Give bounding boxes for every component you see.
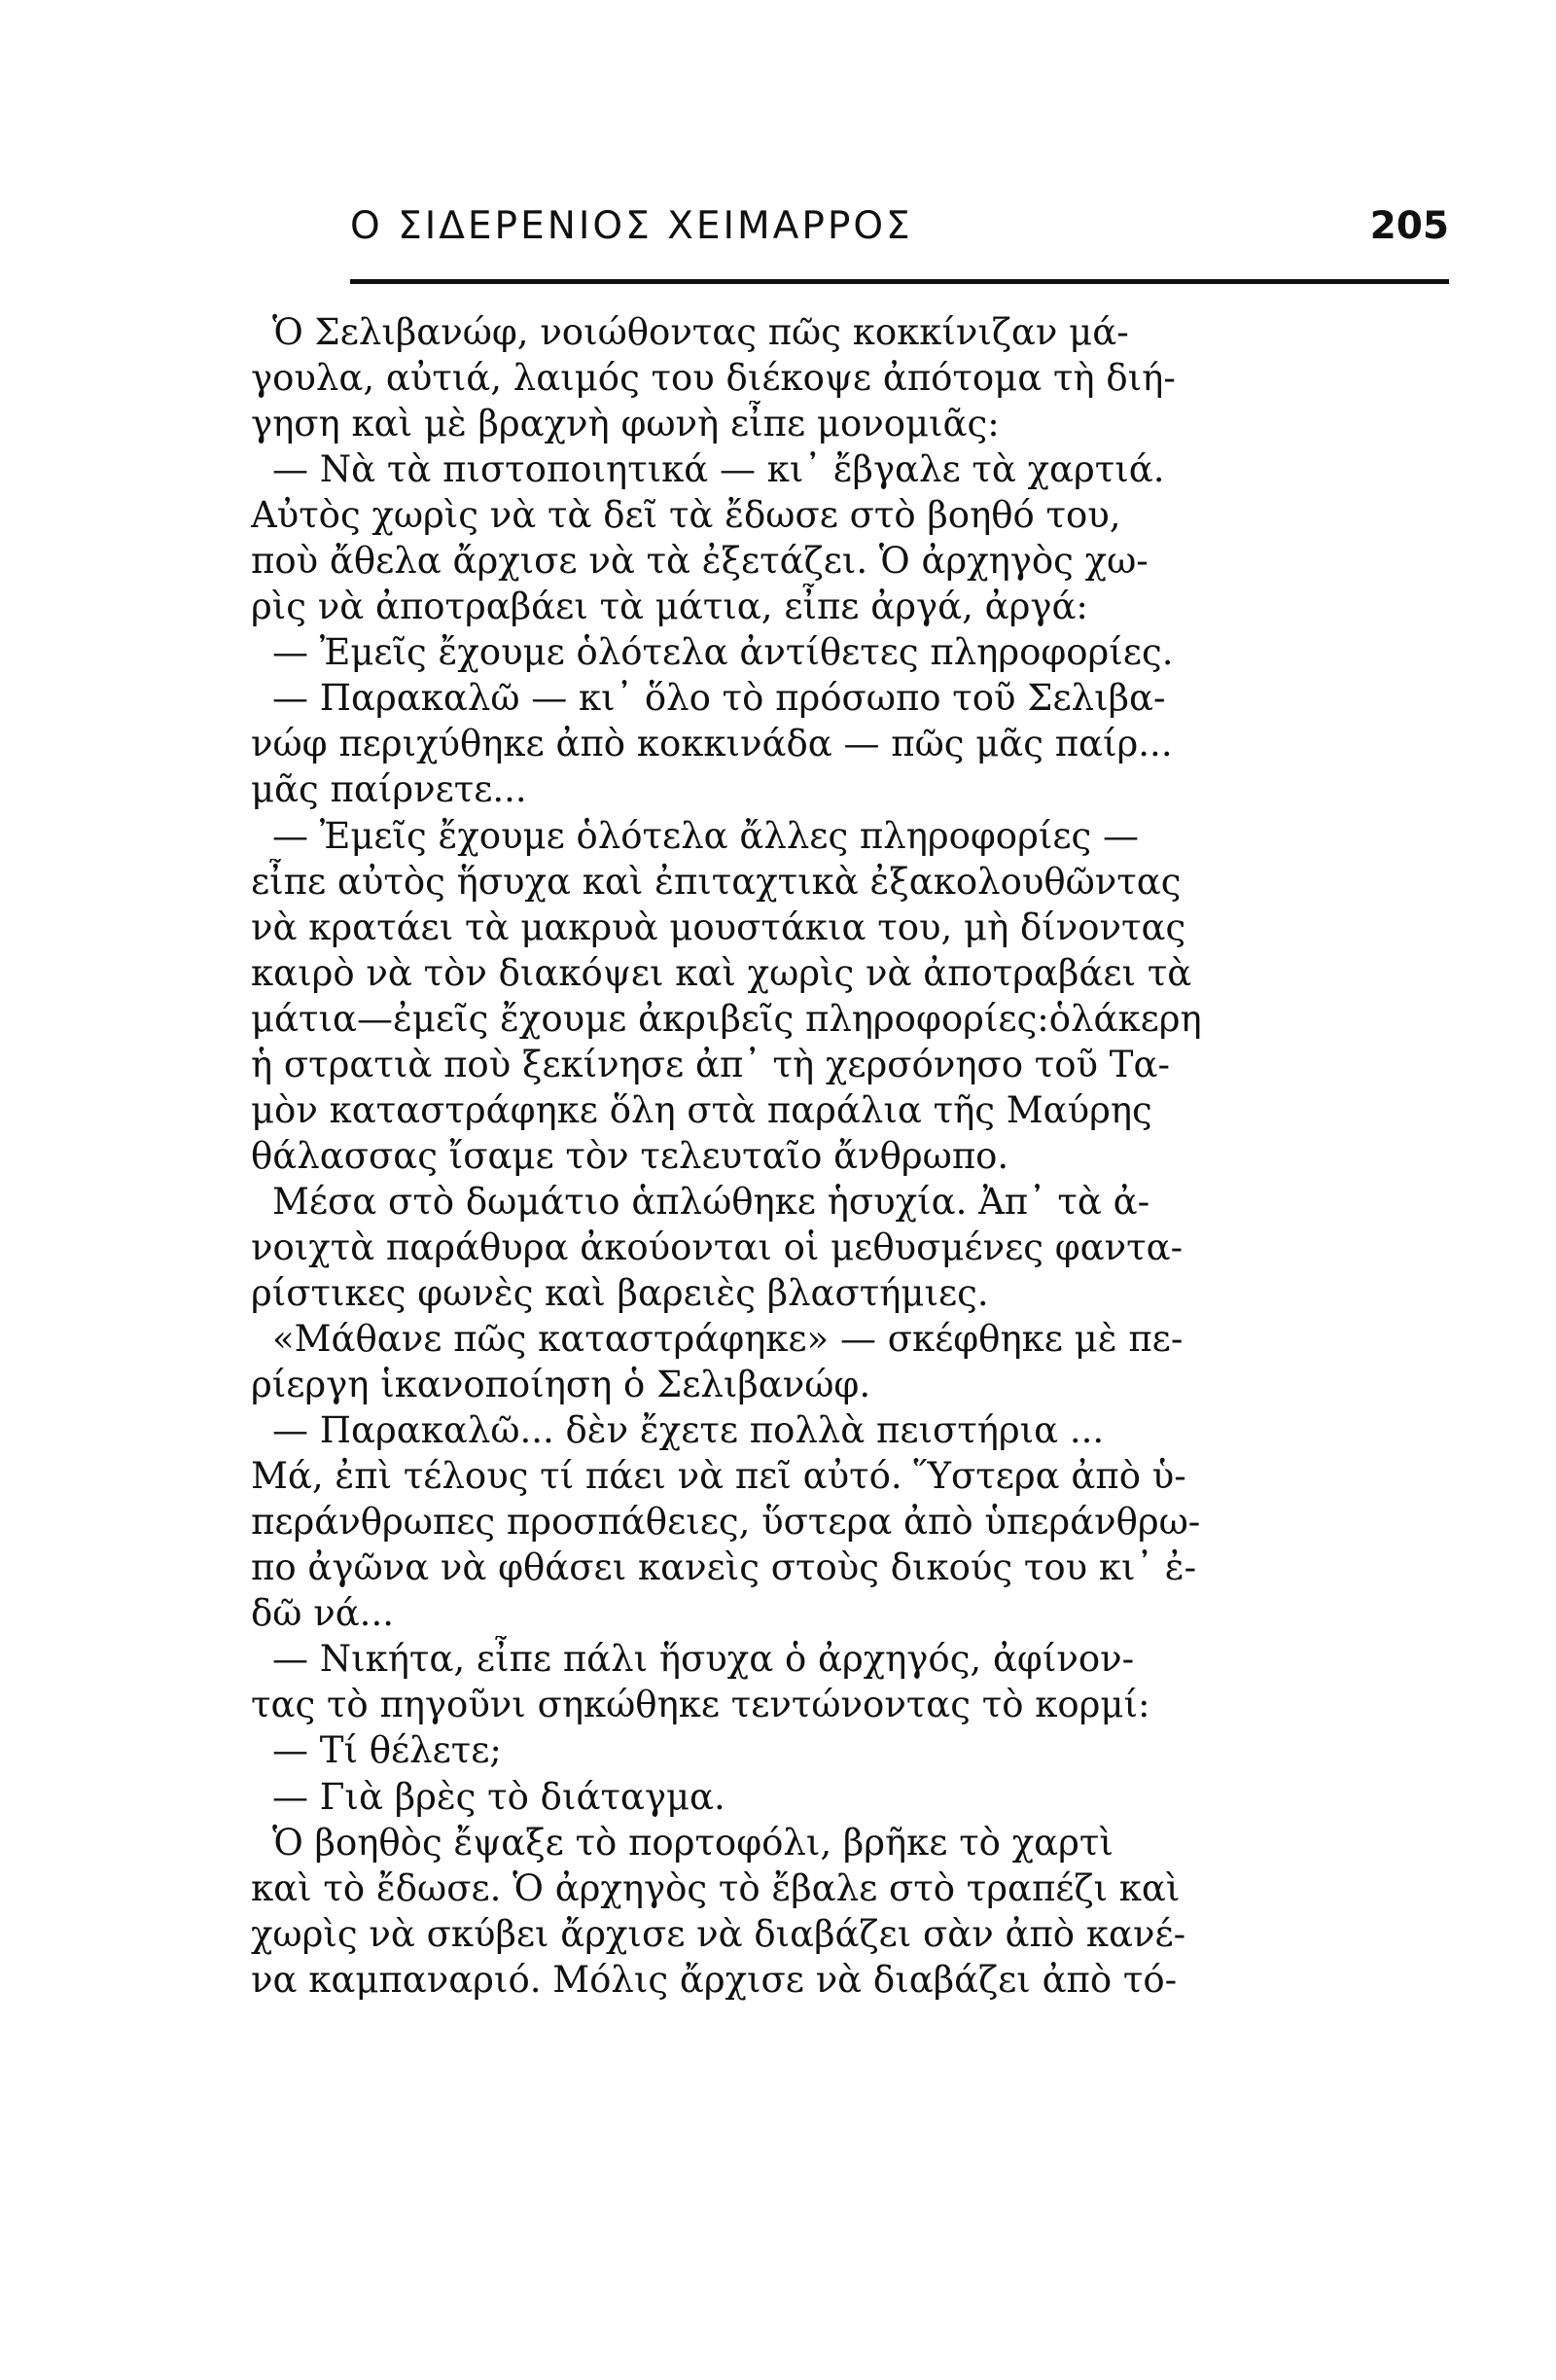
text-line: Μά, ἐπὶ τέλους τί πάει νὰ πεῖ αὐτό. Ὕστερα ἀπὸ ὑ- [251,1455,1186,1498]
text-line: ρίεργη ἱκανοποίηση ὁ Σελιβανώφ. [251,1364,871,1406]
text-line: ποὺ ἄθελα ἄρχισε νὰ τὰ ἐξετάζει. Ὁ ἀρχηγὸς χω- [251,540,1149,583]
text-line: — Τί θέλετε; [272,1729,502,1772]
text-line: Μέσα στὸ δωμάτιο ἁπλώθηκε ἡσυχία. Ἀπ᾽ τὰ ἀ- [272,1180,1150,1223]
text-line: — Νὰ τὰ πιστοποιητικά — κι᾽ ἔβγαλε τὰ χαρτιά. [272,448,1165,491]
text-line: χωρὶς νὰ σκύβει ἄρχισε νὰ διαβάζει σὰν ἀπὸ κανέ- [251,1912,1186,1955]
text-line: — Παρακαλῶ — κι᾽ ὅλο τὸ πρόσωπο τοῦ Σελιβα- [272,677,1166,720]
text-line: — Νικήτα, εἶπε πάλι ἥσυχα ὁ ἀρχηγός, ἀφίνον- [272,1638,1135,1681]
running-title: Ο ΣΙΔΕΡΕΝΙΟΣ ΧΕΙΜΑΡΡΟΣ [350,204,913,248]
text-line: καὶ τὸ ἔδωσε. Ὁ ἀρχηγὸς τὸ ἔβαλε στὸ τραπέζι καὶ [251,1866,1181,1909]
text-line: Ὁ βοηθὸς ἔψαξε τὸ πορτοφόλι, βρῆκε τὸ χαρτὶ [272,1821,1114,1864]
header-rule [350,279,1449,284]
text-line: Αὐτὸς χωρὶς νὰ τὰ δεῖ τὰ ἔδωσε στὸ βοηθό του, [251,494,1121,537]
text-line: μᾶς παίρνετε... [251,768,527,811]
text-line: — Παρακαλῶ... δὲν ἔχετε πολλὰ πειστήρια ... [272,1409,1105,1452]
text-line: καιρὸ νὰ τὸν διακόψει καὶ χωρὶς νὰ ἀποτραβάει τὰ [251,951,1192,994]
text-line: δῶ νά... [251,1592,394,1635]
text-line: ἡ στρατιὰ ποὺ ξεκίνησε ἀπ᾽ τὴ χερσόνησο τοῦ Τα- [251,1043,1170,1085]
text-line: μάτια—ἐμεῖς ἔχουμε ἀκριβεῖς πληροφορίες:ὁλάκερη [251,997,1202,1040]
page-number: 205 [1369,204,1449,248]
text-line: νοιχτὰ παράθυρα ἀκούονται οἱ μεθυσμένες φαντα- [251,1226,1184,1268]
text-line: θάλασσας ἴσαμε τὸν τελευταῖο ἄνθρωπο. [251,1134,1009,1177]
text-line: πο ἀγῶνα νὰ φθάσει κανεὶς στοὺς δικούς του κι᾽ ἐ- [251,1546,1197,1589]
page-header [350,204,1449,272]
text-line: τας τὸ πηγοῦνι σηκώθηκε τεντώνοντας τὸ κορμί: [251,1684,1150,1726]
text-line: νὰ κρατάει τὰ μακρυὰ μουστάκια του, μὴ δίνοντας [251,906,1186,948]
text-line: ρὶς νὰ ἀποτραβάει τὰ μάτια, εἶπε ἀργά, ἀργά: [251,586,1088,628]
text-line: μὸν καταστράφηκε ὅλη στὰ παράλια τῆς Μαύρης [251,1088,1152,1131]
text-line: γουλα, αὐτιά, λαιμός του διέκοψε ἀπότομα τὴ διή- [251,357,1176,400]
text-line: — Ἐμεῖς ἔχουμε ὁλότελα ἄλλες πληροφορίες — [272,814,1139,857]
text-line: νώφ περιχύθηκε ἀπὸ κοκκινάδα — πῶς μᾶς παίρ... [251,723,1173,765]
text-line: «Μάθανε πῶς καταστράφηκε» — σκέφθηκε μὲ πε- [272,1318,1184,1361]
text-line: εἶπε αὐτὸς ἥσυχα καὶ ἐπιταχτικὰ ἐξακολουθῶντας [251,860,1182,903]
body-text [251,309,1449,2003]
text-line: Ὁ Σελιβανώφ, νοιώθοντας πῶς κοκκίνιζαν μά- [272,311,1129,353]
text-line: — Ἐμεῖς ἔχουμε ὁλότελα ἀντίθετες πληροφορίες. [272,631,1174,674]
text-line: γηση καὶ μὲ βραχνὴ φωνὴ εἶπε μονομιᾶς: [251,403,1000,445]
text-line: να καμπαναριό. Μόλις ἄρχισε νὰ διαβάζει ἀπὸ τό- [251,1958,1178,2001]
text-line: — Γιὰ βρὲς τὸ διάταγμα. [272,1775,725,1818]
text-line: περάνθρωπες προσπάθειες, ὕστερα ἀπὸ ὑπεράνθρω- [251,1501,1201,1544]
text-line: ρίστικες φωνὲς καὶ βαρειὲς βλαστήμιες. [251,1271,989,1314]
